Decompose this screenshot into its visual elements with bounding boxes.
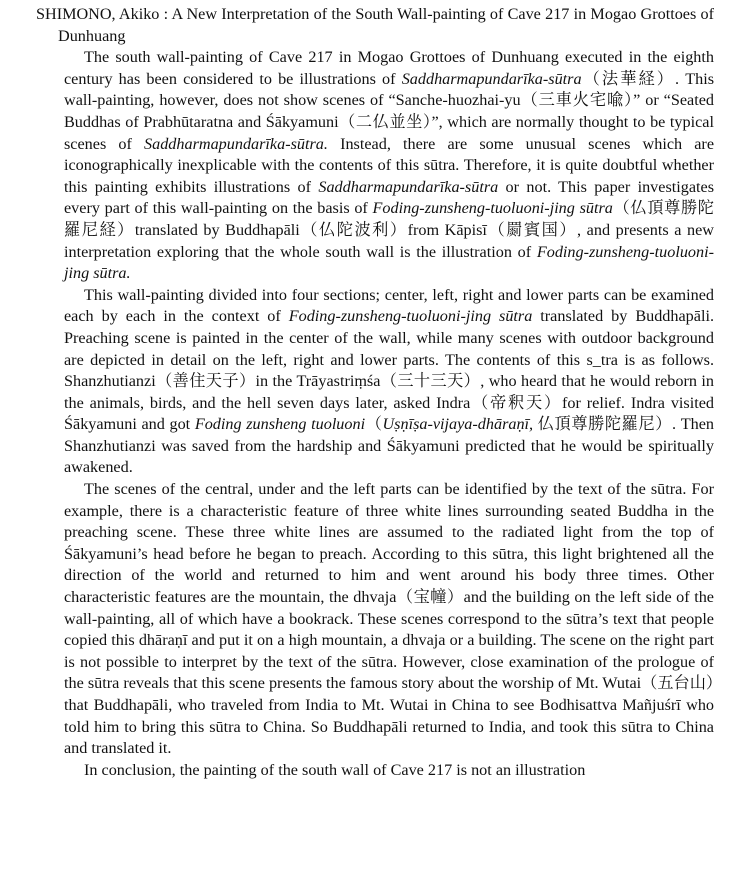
- italic-text-segment: Uṣṇīṣa-vijaya-dhāraṇī,: [382, 415, 534, 434]
- abstract-body: [36, 47, 714, 781]
- article-heading: SHIMONO, Akiko : A New Interpretation of the South Wall-painting of Cave 217 in Mogao Grottoes of Dunhuang: [36, 5, 714, 45]
- text-segment: 仏頂尊勝陀羅尼）. Then Shanzhutianzi was saved from the hardship and Śākyamuni predicted that he would be spiritually awakened.: [64, 415, 714, 477]
- text-segment: （: [365, 415, 383, 434]
- paragraph: [36, 479, 714, 760]
- text-segment: In conclusion, the painting of the south wall of Cave 217 is not an illustration: [84, 760, 586, 779]
- italic-text-segment: Foding zunsheng tuoluoni: [194, 415, 366, 434]
- italic-text-segment: Foding-zunsheng-tuoluoni-jing sūtra: [372, 199, 613, 218]
- text-segment: （仏頂尊勝陀羅尼経）translated by Buddhapāli（仏陀波利）from Kāpisī（罽賓国）, and presents a new interpretation exploring that the whole south wall is the illustration of: [64, 199, 714, 261]
- italic-text-segment: Foding-zunsheng-tuoluoni-jing sūtra.: [64, 242, 714, 283]
- text-segment: （法華経）. This wall-painting, however, does not show scenes of “Sanche-huozhai-yu（三車火宅喩）” or “Seated Buddhas of Prabhūtaratna and Śākyamuni（二仏並坐）”, which are normally thought to be typical scenes of: [64, 69, 714, 153]
- paragraph: [36, 47, 714, 285]
- text-segment: translated by Buddhapāli. Preaching scene is painted in the center of the wall, while many scenes with outdoor background are depicted in detail on the left, right and lower parts. The contents of this s_tra is as follows. Shanzhutianzi（善住天子）in the Trāyastriṃśa（三十三天）, who heard that he would reborn in the animals, birds, and the hell seven days later, asked Indra（帝釈天）for relief. Indra visited Śākyamuni and got: [64, 307, 714, 434]
- italic-text-segment: Saddharmapundarīka-sūtra.: [144, 134, 328, 153]
- italic-text-segment: Foding-zunsheng-tuoluoni-jing sūtra: [288, 307, 533, 326]
- text-segment: This wall-painting divided into four sections; center, left, right and lower parts can be examined each by each in the context of: [64, 285, 714, 326]
- text-segment: Instead, there are some unusual scenes which are iconographically inexplicable with the contents of this sūtra. Therefore, it is quite doubtful whether this painting exhibits illustrations of: [64, 134, 714, 196]
- text-column: [36, 4, 714, 890]
- paragraph: [36, 760, 714, 782]
- italic-text-segment: Saddharmapundarīka-sūtra: [401, 69, 582, 88]
- italic-text-segment: Saddharmapundarīka-sūtra: [318, 177, 499, 196]
- text-segment: or not. This paper investigates every part of this wall-painting on the basis of: [64, 177, 714, 218]
- text-segment: The scenes of the central, under and the left parts can be identified by the text of the sūtra. For example, there is a characteristic feature of three white lines surrounding seated Buddha in the preaching scene. These three white lines are assumed to the radiated light from the top of Śākyamuni’s head before he began to preach. According to this sūtra, this light brightened all the direction of the world and returned to him and went around his body three times. Other characteristic features are the mountain, the dhvaja（宝幢）and the building on the left side of the wall-painting, all of which have a bookrack. These scenes correspond to the sūtra’s text that people copied this dhāraṇī and put it on a high mountain, a dhvaja or a building. The scene on the right part is not possible to interpret by the text of the sūtra. However, close examination of the prologue of the sūtra reveals that this scene presents the famous story about the worship of Mt. Wutai（五台山）that Buddhapāli, who traveled from India to Mt. Wutai in China to see Bodhisattva Mañjuśrī who told him to bring this sūtra to China. So Buddhapāli returned to India, and took this sūtra to China and translated it.: [64, 480, 714, 758]
- text-segment: The south wall-painting of Cave 217 in Mogao Grottoes of Dunhuang executed in the eighth century has been considered to be illustrations of: [64, 48, 714, 88]
- paragraph: [36, 285, 714, 479]
